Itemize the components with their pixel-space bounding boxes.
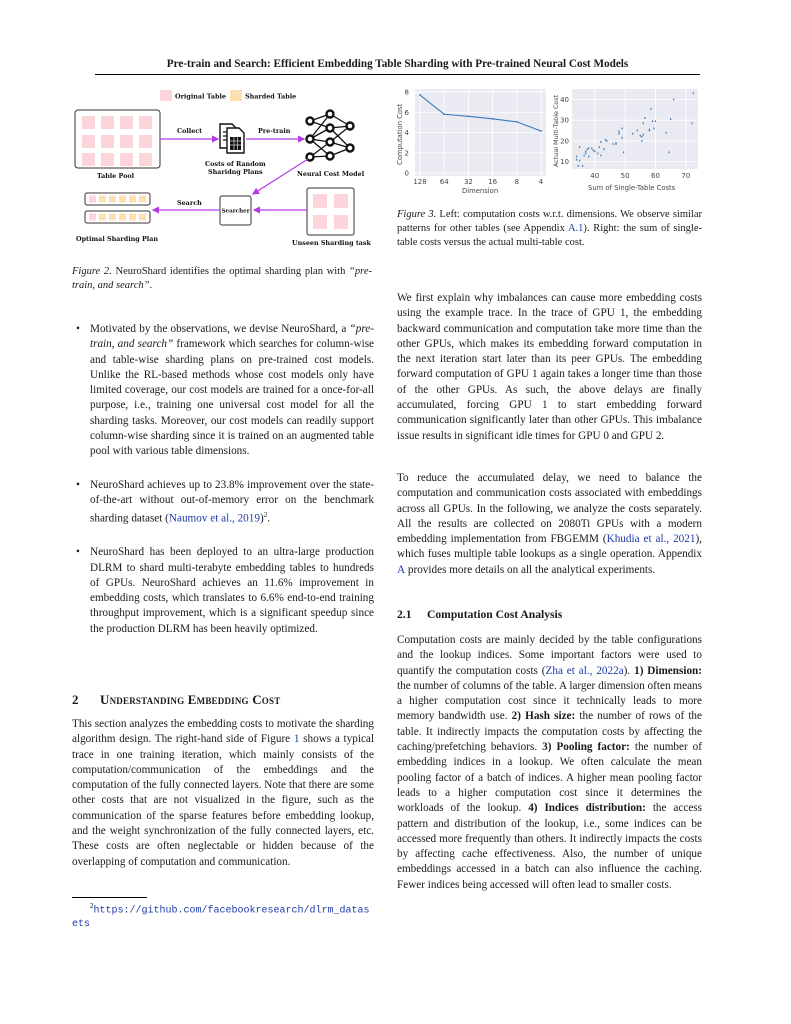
line-chart-xtick: 128 bbox=[413, 178, 427, 186]
section-2-intro bbox=[72, 717, 374, 870]
scatter-point bbox=[653, 128, 654, 130]
figure-3-caption-text2: ). Right: the sum of single-table costs versus the actual multi-table cost. bbox=[397, 223, 702, 249]
scatter-point bbox=[612, 143, 613, 145]
scatter-point bbox=[693, 92, 694, 94]
factor-indices-label: 4) Indices distribution: bbox=[528, 802, 646, 815]
bullet-text: Motivated by the observations, we devise NeuroShard, a bbox=[90, 323, 350, 335]
paragraph-text: the number of embedding indices in a lookup. We often calculate the mean pooling factor of a batch of indices. A higher mean pooling factor leads to a higher computation cost since it determines the workloads of the lookup. bbox=[397, 741, 703, 815]
footnote-rule bbox=[72, 897, 147, 898]
paragraph-text: the access pattern and distribution of the lookup, i.e., some indices can be accessed more frequently than others. It indirectly impacts the costs by affecting cache effectiveness. Also, the number of unique embeddings accessed in a batch can also influence the caching. Fewer indices being accessed will often lead to smaller costs. bbox=[397, 802, 702, 891]
line-chart-xtick: 32 bbox=[463, 178, 473, 186]
search-label: Search bbox=[177, 199, 202, 207]
right-column-paragraph-2 bbox=[397, 471, 702, 578]
paragraph-text: the number of columns of the table. A larger dimension often means a higher computation cost since it technically leads to more memory bandwidth use. bbox=[397, 679, 702, 723]
paragraph-text: shows a typical trace in one training iteration, which mainly consists of the computation/communication of the embeddings and the computation of the fully connected layers. Note that there are some other costs that are not visualized in the figure, such as the communication of the sparse features before embedding lookup, and the weight synchronization of the fully connected layers, etc. These costs are often neglectable or hidden because of the overlapping of computation and communication. bbox=[72, 733, 374, 868]
scatter-ytick: 20 bbox=[560, 137, 569, 146]
figure-3-charts bbox=[390, 80, 710, 200]
scatter-point bbox=[637, 130, 638, 132]
legend-swatch-original bbox=[160, 90, 172, 101]
appendix-a1-link[interactable]: A.1 bbox=[567, 223, 584, 235]
list-item bbox=[90, 545, 374, 637]
subsection-2-1-heading bbox=[397, 608, 562, 621]
scatter-point bbox=[623, 151, 624, 153]
footnote-2 bbox=[72, 900, 372, 931]
line-chart-ytick: 2 bbox=[404, 149, 409, 158]
scatter-point bbox=[652, 120, 653, 122]
figure-2-caption-label: Figure 2. bbox=[72, 266, 112, 277]
scatter-chart-xlabel: Sum of Single-Table Costs bbox=[588, 184, 676, 192]
scatter-point bbox=[618, 131, 619, 133]
section-2-heading bbox=[72, 692, 280, 708]
bullet-italic: “pre-train, and search” bbox=[90, 323, 374, 351]
pretrain-label: Pre-train bbox=[258, 127, 291, 135]
legend-swatch-sharded bbox=[230, 90, 242, 101]
scatter-point bbox=[579, 160, 580, 162]
section-number: 2 bbox=[72, 692, 79, 707]
line-chart-ytick: 8 bbox=[404, 88, 409, 97]
bullet-text: NeuroShard achieves up to 23.8% improvement over the state-of-the-art without out-of-memory error on the benchmark sharding dataset ( bbox=[90, 478, 374, 525]
zha-citation-link[interactable]: Zha et al., 2022a bbox=[545, 664, 624, 677]
paragraph-text: Computation costs are mainly decided by the table configurations and the lookup indices. Some important factors were used to quantify the computation costs ( bbox=[397, 634, 702, 677]
scatter-ytick: 40 bbox=[560, 95, 569, 104]
figure-2-caption-end: . bbox=[149, 280, 153, 292]
appendix-a-link[interactable]: A bbox=[397, 563, 406, 576]
bullet-text: . bbox=[267, 513, 270, 525]
bullet-text: framework which searches for column-wise and table-wise sharding plans on pre-trained cost models. Unlike the RL-based methods whose cost models only have limited coverage, our cost models are trained for a once-for-all purpose, i.e., training one universal cost model for all the sharding tasks. Moreover, our cost models can readily support column-wise sharding since it is trained on an augmented table pool with various table dimensions. bbox=[90, 338, 375, 458]
searcher-label: Searcher bbox=[221, 208, 250, 215]
scatter-point bbox=[666, 132, 667, 134]
contributions-list bbox=[90, 322, 374, 651]
naumov-citation-link[interactable]: Naumov et al., 2019 bbox=[168, 513, 260, 525]
scatter-ytick: 10 bbox=[560, 158, 569, 167]
scatter-point bbox=[632, 133, 633, 135]
factor-pooling-label: 3) Pooling factor: bbox=[542, 741, 630, 754]
scatter-point bbox=[605, 139, 606, 141]
scatter-point bbox=[594, 150, 595, 152]
scatter-point bbox=[640, 135, 641, 137]
scatter-xtick: 50 bbox=[620, 172, 630, 180]
scatter-point bbox=[673, 98, 674, 100]
table-pool bbox=[75, 110, 160, 168]
footnote-mark: 2 bbox=[90, 902, 94, 910]
scatter-point bbox=[576, 156, 577, 158]
paragraph-text: ), which fuses multiple table lookups as a single operation. Appendix bbox=[397, 533, 702, 561]
scatter-point bbox=[650, 108, 651, 110]
scatter-point bbox=[621, 128, 622, 130]
khudia-citation-link[interactable]: Khudia et al., 2021 bbox=[606, 533, 696, 546]
cost-documents-icon bbox=[220, 124, 244, 153]
scatter-point bbox=[576, 159, 577, 161]
right-column-paragraph-3 bbox=[397, 633, 702, 893]
running-title: Pre-train and Search: Efficient Embedding Table Sharding with Pre-trained Neural Cost Models bbox=[166, 58, 629, 70]
scatter-point bbox=[591, 147, 592, 149]
figure-3-caption-text1: Left: computation costs w.r.t. dimensions. We observe similar patterns for other tables (see Appendix bbox=[397, 209, 702, 235]
line-chart-xtick: 16 bbox=[488, 178, 498, 186]
scatter-point bbox=[641, 140, 642, 142]
optimal-plan bbox=[85, 193, 150, 223]
scatter-point bbox=[579, 146, 580, 148]
scatter-point bbox=[600, 155, 601, 157]
paragraph-text: This section analyzes the embedding costs to motivate the sharding algorithm design. The right-hand side of Figure bbox=[72, 718, 374, 746]
subsection-title: Computation Cost Analysis bbox=[427, 608, 563, 621]
section-title: Understanding Embedding Cost bbox=[100, 692, 281, 707]
list-item bbox=[90, 478, 374, 528]
scatter-point bbox=[587, 148, 588, 150]
scatter-point bbox=[643, 134, 644, 136]
line-chart-ytick: 6 bbox=[404, 108, 409, 117]
scatter-point bbox=[584, 155, 585, 157]
figure-3-caption bbox=[397, 208, 702, 251]
scatter-point bbox=[582, 165, 583, 167]
legend-sharded-label: Sharded Table bbox=[245, 92, 297, 101]
table-pool-label: Table Pool bbox=[97, 172, 135, 180]
line-chart-ytick: 4 bbox=[404, 129, 409, 137]
footnote-2-marker[interactable]: 2 bbox=[263, 511, 268, 520]
scatter-point bbox=[585, 153, 586, 155]
scatter-xtick: 70 bbox=[681, 172, 691, 180]
unseen-task bbox=[307, 188, 354, 235]
scatter-point bbox=[649, 130, 650, 132]
line-chart-ytick: 0 bbox=[404, 169, 409, 178]
scatter-point bbox=[669, 151, 670, 153]
title-rule bbox=[95, 74, 700, 75]
paragraph-text: To reduce the accumulated delay, we need to balance the computation and communication costs associated with embeddings across all GPUs. In the following, we analyze the costs separately. All the results are collected on 2080Ti GPUs with a modern embedding implementation from FBGEMM ( bbox=[397, 472, 702, 546]
line-chart-xtick: 64 bbox=[439, 178, 449, 186]
figure-2-caption-italic: “pre-train, and search” bbox=[72, 266, 372, 292]
paragraph-text: the number of rows of the table. It indirectly impacts the computation costs by affecting the caching/prefetching behaviors. bbox=[397, 710, 702, 754]
paragraph-text: ). bbox=[623, 664, 635, 677]
scatter-point bbox=[621, 137, 622, 139]
scatter-point bbox=[588, 147, 589, 149]
figure-2-caption-text: NeuroShard identifies the optimal sharding plan with bbox=[111, 266, 350, 277]
scatter-point bbox=[643, 122, 644, 124]
figure-3-caption-label: Figure 3. bbox=[397, 209, 437, 220]
legend-original-label: Original Table bbox=[175, 92, 226, 101]
line-point bbox=[492, 118, 494, 120]
line-point bbox=[443, 113, 445, 115]
neural-network-icon bbox=[307, 111, 354, 161]
right-column-paragraph-1 bbox=[397, 291, 702, 444]
scatter-xtick: 60 bbox=[651, 172, 660, 180]
bullet-text: NeuroShard has been deployed to an ultra-large production DLRM to shard multi-terabyte embedding tables to hundreds of GPUs. NeuroShard achieves an 11.6% improvement in embedding costs, which translates to 6.6% end-to-end training throughput improvement, which is a significant speedup since the production DLRM has been heavily optimized. bbox=[90, 546, 374, 635]
scatter-point bbox=[644, 117, 645, 119]
scatter-point bbox=[593, 149, 594, 151]
factor-dimension-label: 1) Dimension: bbox=[634, 664, 702, 677]
scatter-chart-multi-table-cost bbox=[552, 89, 698, 192]
figure-1-link[interactable]: 1 bbox=[293, 733, 300, 746]
scatter-point bbox=[597, 153, 598, 155]
paragraph-text: provides more details on all the analytical experiments. bbox=[405, 563, 656, 576]
line-chart-xtick: 4 bbox=[538, 178, 544, 186]
line-chart-computation-cost bbox=[396, 89, 546, 196]
costs-label-line1: Costs of Random bbox=[205, 160, 266, 168]
list-item bbox=[90, 322, 374, 460]
scatter-point bbox=[615, 143, 616, 145]
scatter-ytick: 30 bbox=[560, 116, 569, 125]
scatter-xtick: 40 bbox=[590, 172, 600, 180]
subsection-number: 2.1 bbox=[397, 608, 412, 621]
scatter-point bbox=[588, 156, 589, 158]
scatter-point bbox=[606, 140, 607, 142]
scatter-point bbox=[691, 122, 692, 124]
scatter-point bbox=[641, 136, 642, 138]
scatter-point bbox=[655, 120, 656, 122]
paragraph-text: We first explain why imbalances can cause more embedding costs using the example trace. In the trace of GPU 1, the embedding backward communication and computation take more time than the other GPUs, which makes its embedding forward computation in the next iteration start later than its peer GPUs. The embedding forward computation of GPU 1 again takes a longer time than those of the other GPUs. As such, the above delays are finally accumulated, forcing GPU 1 to start embedding forward communication significantly later than other GPUs. This imbalance issue results in significant idle times for GPU 0 and GPU 2. bbox=[397, 292, 702, 442]
scatter-chart-plot-area bbox=[572, 89, 698, 169]
figure-2-caption bbox=[72, 265, 372, 293]
line-point bbox=[419, 94, 421, 96]
unseen-task-label: Unseen Sharding task bbox=[292, 239, 371, 247]
factor-hash-size-label: 2) Hash size: bbox=[511, 710, 576, 723]
line-chart-ylabel: Computation Cost bbox=[396, 103, 404, 165]
line-point bbox=[468, 115, 470, 117]
scatter-point bbox=[603, 148, 604, 150]
line-point bbox=[516, 121, 518, 123]
scatter-chart-ylabel: Actual Multi-Table Cost bbox=[552, 94, 560, 167]
figure-2-diagram bbox=[60, 80, 390, 250]
scatter-point bbox=[618, 133, 619, 135]
line-chart-xlabel: Dimension bbox=[462, 187, 499, 195]
neural-cost-model-label: Neural Cost Model bbox=[297, 170, 365, 178]
bullet-text: ) bbox=[259, 513, 264, 525]
scatter-point bbox=[600, 141, 601, 143]
collect-label: Collect bbox=[177, 127, 203, 135]
line-chart-xtick: 8 bbox=[514, 178, 520, 186]
dataset-url-link[interactable]: https://github.com/facebookresearch/dlrm_datasets bbox=[72, 905, 370, 930]
scatter-point bbox=[670, 118, 671, 120]
optimal-plan-label: Optimal Sharding Plan bbox=[76, 235, 158, 243]
line-point bbox=[540, 130, 542, 132]
scatter-point bbox=[577, 165, 578, 167]
scatter-point bbox=[585, 150, 586, 152]
costs-label-line2: Sharidng Plans bbox=[208, 168, 263, 176]
scatter-point bbox=[599, 146, 600, 148]
